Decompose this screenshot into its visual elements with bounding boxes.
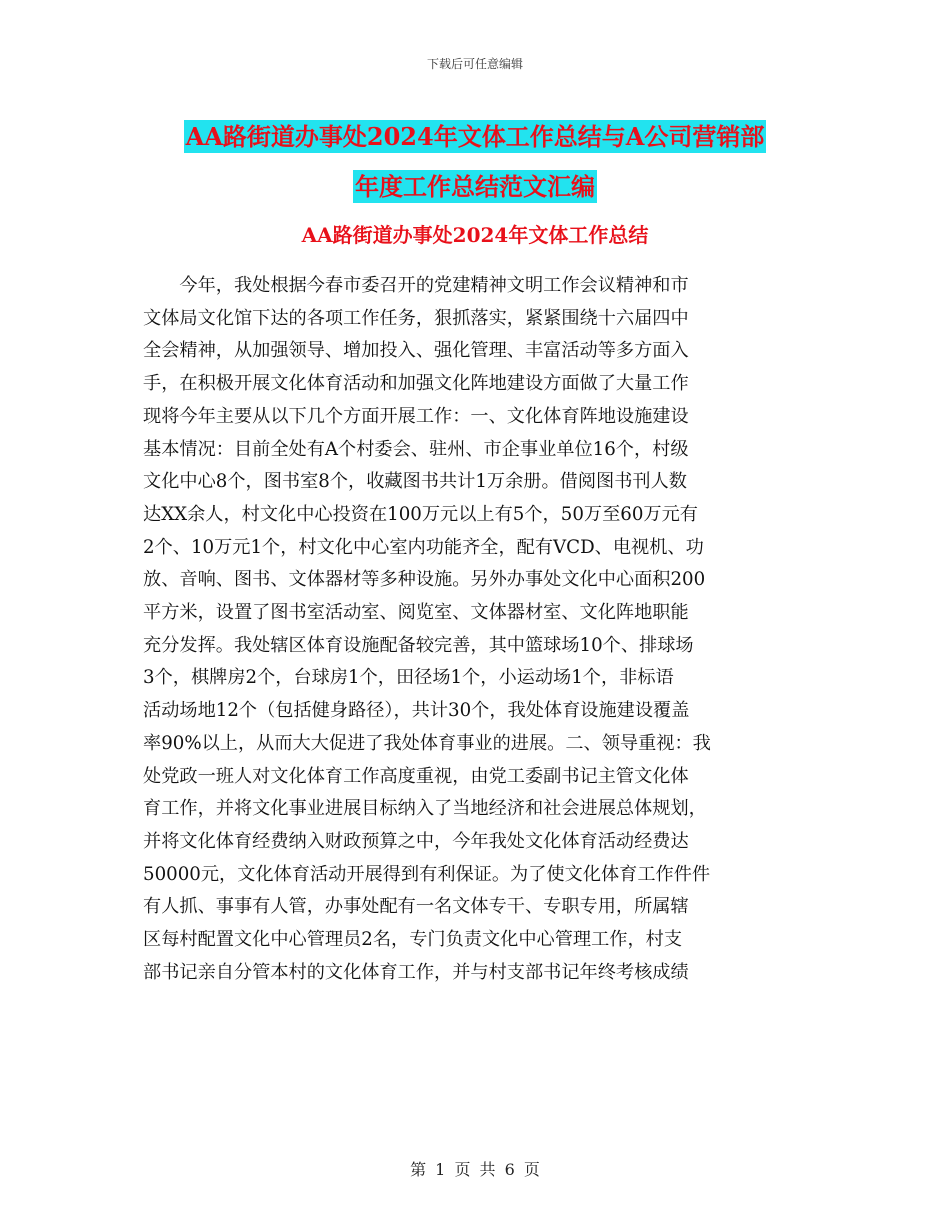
body-line: 有人抓、事事有人管，办事处配有一名文体专干、专职专用，所属辖	[143, 896, 689, 918]
body-line: 充分发挥。我处辖区体育设施配备较完善，其中篮球场10个、排球场	[143, 634, 694, 656]
body-line: 部书记亲自分管本村的文化体育工作，并与村支部书记年终考核成绩	[143, 961, 689, 983]
body-line: 现将今年主要从以下几个方面开展工作：一、文化体育阵地设施建设	[143, 405, 689, 427]
body-line: 文化中心8个，图书室8个，收藏图书共计1万余册。借阅图书刊人数	[143, 471, 687, 493]
body-line: 达XX余人，村文化中心投资在100万元以上有5个，50万至60万元有	[143, 503, 698, 525]
body-line: 育工作，并将文化事业进展目标纳入了当地经济和社会进展总体规划，	[143, 798, 707, 820]
section-title: AA路街道办事处2024年文体工作总结	[301, 223, 649, 247]
document-title	[0, 112, 950, 212]
body-paragraph	[143, 270, 808, 989]
body-line: 活动场地12个（包括健身路径），共计30个，我处体育设施建设覆盖	[143, 700, 690, 722]
body-line: 文体局文化馆下达的各项工作任务，狠抓落实，紧紧围绕十六届四中	[143, 307, 689, 329]
body-line: 3个，棋牌房2个，台球房1个，田径场1个，小运动场1个，非标语	[143, 667, 674, 689]
body-line: 50000元，文化体育活动开展得到有利保证。为了使文化体育工作件件	[143, 863, 711, 885]
body-line: 放、音响、图书、文体器材等多种设施。另外办事处文化中心面积200	[143, 569, 706, 591]
body-line: 今年，我处根据今春市委召开的党建精神文明工作会议精神和市	[143, 275, 689, 296]
body-line: 全会精神，从加强领导、增加投入、强化管理、丰富活动等多方面入	[143, 340, 689, 362]
body-line: 率90%以上，从而大大促进了我处体育事业的进展。二、领导重视：我	[143, 732, 711, 754]
body-line: 2个、10万元1个，村文化中心室内功能齐全，配有VCD、电视机、功	[143, 536, 704, 558]
header-note: 下载后可任意编辑	[426, 57, 523, 71]
document-title-line-2: 年度工作总结范文汇编	[355, 172, 595, 201]
body-line: 手，在积极开展文化体育活动和加强文化阵地建设方面做了大量工作	[143, 373, 689, 395]
body-line: 基本情况：目前全处有A个村委会、驻州、市企事业单位16个，村级	[143, 438, 689, 460]
document-title-line-1: AA路街道办事处2024年文体工作总结与A公司营销部	[185, 122, 765, 151]
page-footer: 第 1 页 共 6 页	[410, 1160, 540, 1179]
body-line: 处党政一班人对文化体育工作高度重视，由党工委副书记主管文化体	[143, 765, 689, 787]
body-line: 区每村配置文化中心管理员2名，专门负责文化中心管理工作，村支	[143, 929, 683, 951]
body-line: 并将文化体育经费纳入财政预算之中，今年我处文化体育活动经费达	[143, 830, 689, 852]
body-line: 平方米，设置了图书室活动室、阅览室、文体器材室、文化阵地职能	[143, 602, 689, 624]
